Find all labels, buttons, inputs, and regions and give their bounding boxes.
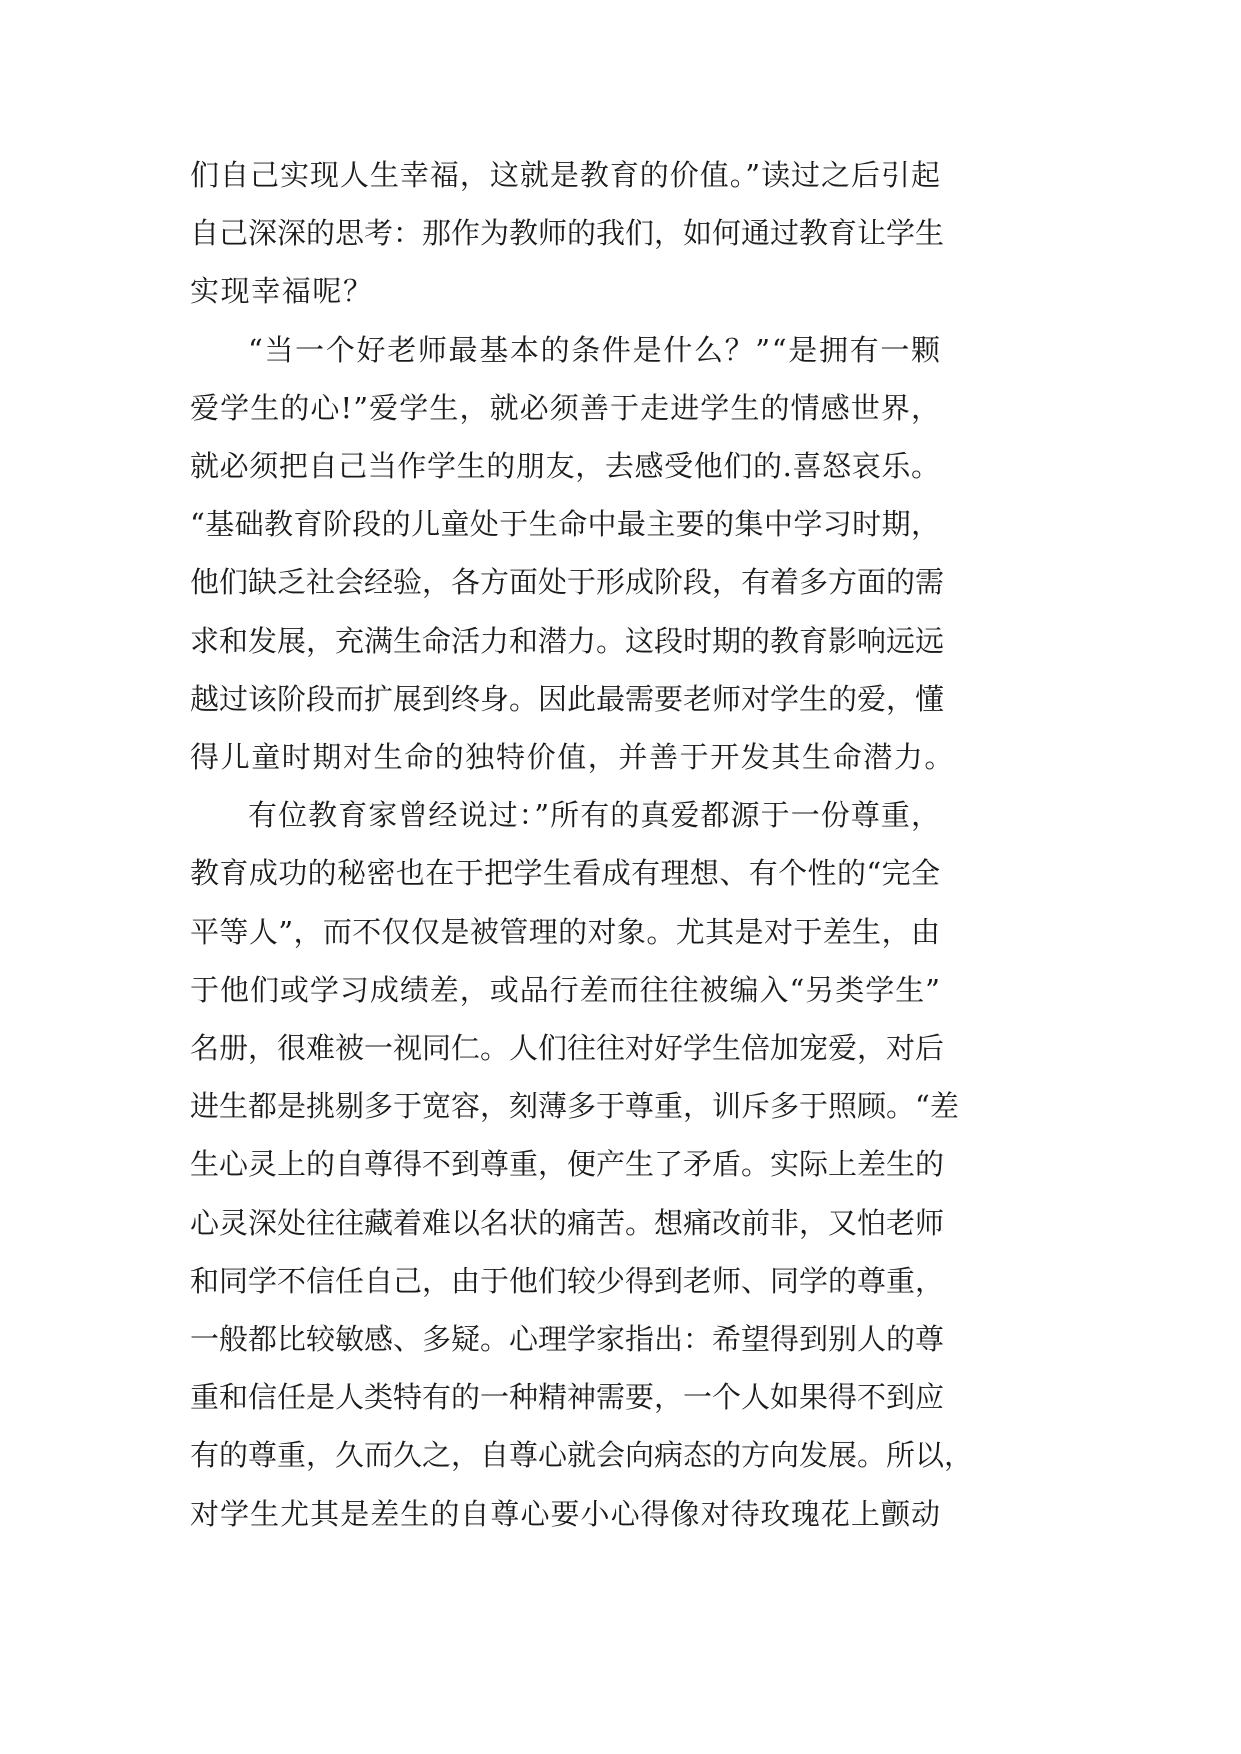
text-line: 就必须把自己当作学生的朋友，去感受他们的.喜怒哀乐。	[190, 449, 941, 483]
text-line: 一般都比较敏感、多疑。心理学家指出：希望得到别人的尊	[190, 1322, 945, 1356]
text-line: 教育成功的秘密也在于把学生看成有理想、有个性的“完全	[190, 856, 941, 891]
text-line: 们自己实现人生幸福，这就是教育的价值。”读过之后引起	[190, 158, 941, 192]
text-line: 重和信任是人类特有的一种精神需要，一个人如果得不到应	[190, 1380, 945, 1415]
text-line: 爱学生的心!”爱学生，就必须善于走进学生的情感世界，	[190, 390, 942, 425]
text-line: 名册，很难被一视同仁。人们往往对好学生倍加宠爱，对后	[190, 1031, 945, 1065]
text-line: 自己深深的思考：那作为教师的我们，如何通过教育让学生	[190, 216, 945, 251]
text-line: 心灵深处往往藏着难以名状的痛苦。想痛改前非，又怕老师	[190, 1205, 945, 1240]
text-line: 他们缺乏社会经验，各方面处于形成阶段，有着多方面的需	[190, 565, 945, 600]
paragraph-first-line: 有位教育家曾经说过：”所有的真爱都源于一份尊重，	[248, 798, 942, 833]
paragraph-first-line: “当一个好老师最基本的条件是什么？”“是拥有一颗	[248, 332, 942, 367]
text-line: 得儿童时期对生命的独特价值，并善于开发其生命潜力。	[190, 740, 956, 774]
text-line: 有的尊重，久而久之，自尊心就会向病态的方向发展。所以，	[190, 1438, 974, 1473]
text-line: 和同学不信任自己，由于他们较少得到老师、同学的尊重，	[190, 1263, 945, 1298]
text-line: 对学生尤其是差生的自尊心要小心得像对待玫瑰花上颤动	[190, 1496, 942, 1531]
text-line: 于他们或学习成绩差，或品行差而往往被编入“另类学生”	[190, 972, 941, 1007]
text-line: 生心灵上的自尊得不到尊重，便产生了矛盾。实际上差生的	[190, 1147, 945, 1182]
text-line: 进生都是挑剔多于宽容，刻薄多于尊重，训斥多于照顾。“差	[190, 1089, 959, 1124]
text-line: 平等人”，而不仅仅是被管理的对象。尤其是对于差生，由	[190, 914, 941, 949]
text-line: 越过该阶段而扩展到终身。因此最需要老师对学生的爱，懂	[190, 681, 945, 716]
text-line: 求和发展，充满生命活力和潜力。这段时期的教育影响远远	[190, 623, 945, 658]
text-line: 实现幸福呢？	[190, 274, 374, 309]
text-line: “基础教育阶段的儿童处于生命中最主要的集中学习时期，	[190, 507, 941, 542]
